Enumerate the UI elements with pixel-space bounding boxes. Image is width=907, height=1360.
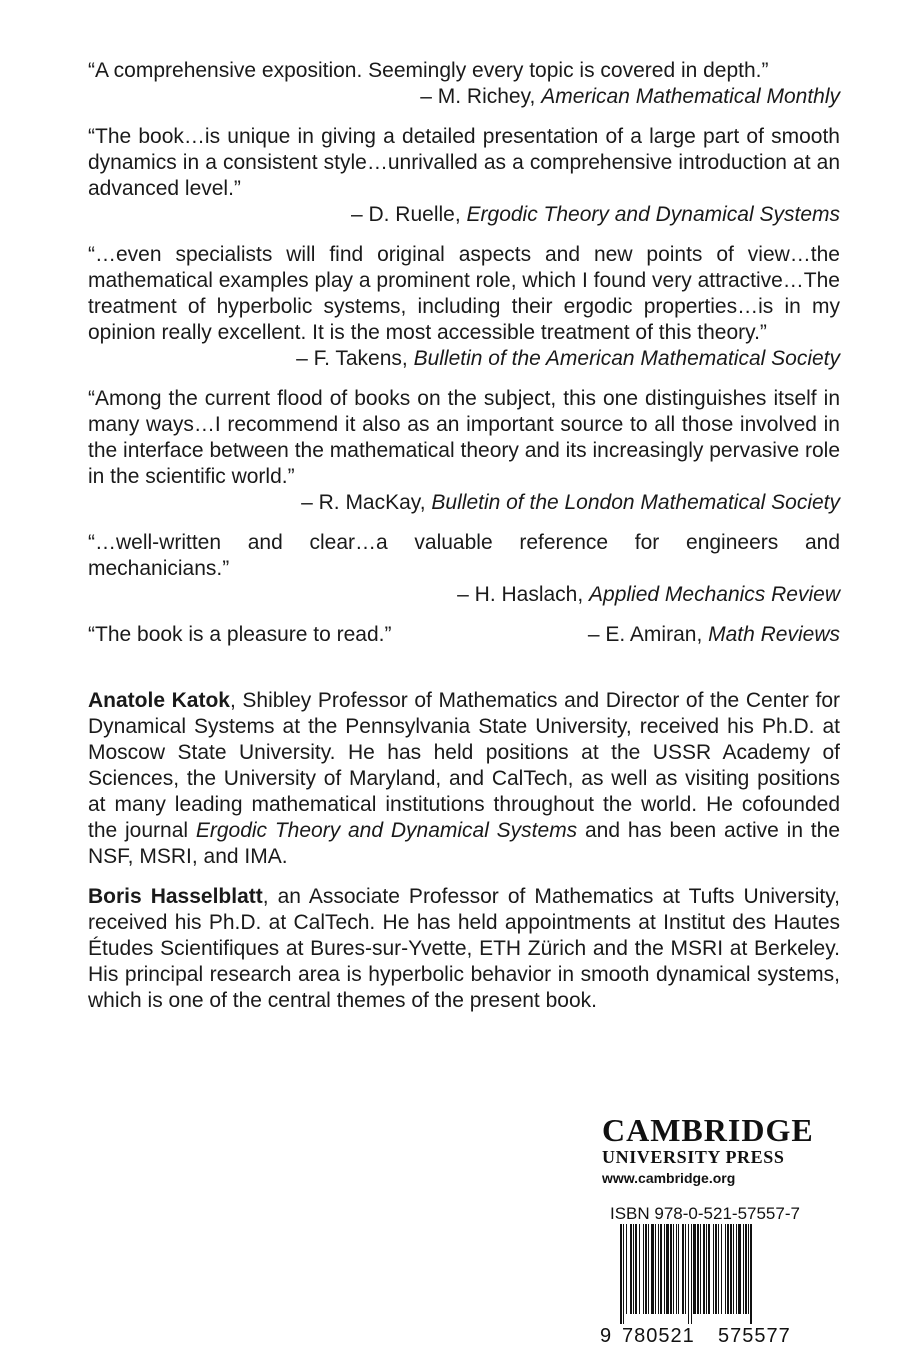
- barcode-bar: [678, 1224, 679, 1314]
- barcode-digits-left: 780521: [622, 1325, 695, 1347]
- barcode-bar: [676, 1224, 677, 1314]
- barcode-bar: [691, 1224, 692, 1324]
- review-takens: [88, 242, 840, 372]
- review-source: Applied Mechanics Review: [589, 583, 840, 606]
- author-bios-section: [88, 688, 840, 1028]
- barcode-bar: [703, 1224, 705, 1314]
- review-attribution: [588, 622, 840, 648]
- barcode-bar: [748, 1224, 749, 1314]
- barcode-bar: [626, 1224, 627, 1314]
- review-author: – H. Haslach,: [457, 583, 590, 606]
- barcode-bar: [635, 1224, 637, 1314]
- review-attribution: [88, 582, 840, 608]
- barcode-bar: [685, 1224, 686, 1314]
- review-author: – D. Ruelle,: [350, 203, 467, 226]
- barcode-bar: [715, 1224, 717, 1314]
- bio-text: , an Associate Professor of Mathematics at Tufts University, received his Ph.D. at CalTech. He has held appointments at Institut des Hautes Études Scientifiques at Bures-sur-Yvette, ETH Zürich and the MSRI at Berkeley. His principal research area is hyperbolic behavior in smooth dynamical systems, which is one of the central themes of the present book.: [88, 885, 840, 1012]
- review-attribution: [88, 84, 840, 110]
- review-quote: “Among the current flood of books on the subject, this one distinguishes itself in many ways…I recommend it also as an important source to all those involved in the interface between the mathematical theory and its increasingly pervasive role in the scientific world.”: [88, 387, 840, 488]
- barcode-bar: [738, 1224, 741, 1314]
- barcode-bar: [651, 1224, 654, 1314]
- barcode-digits-right: 575577: [718, 1325, 791, 1347]
- isbn-barcode: [598, 1200, 824, 1350]
- review-quote: “The book is a pleasure to read.”: [88, 623, 392, 646]
- barcode-bar: [648, 1224, 649, 1314]
- bio-journal-title: Ergodic Theory and Dynamical Systems: [195, 819, 578, 842]
- review-mackay: [88, 386, 840, 516]
- barcode-bar: [643, 1224, 644, 1314]
- review-source: American Mathematical Monthly: [541, 85, 840, 108]
- barcode-bar: [730, 1224, 732, 1314]
- barcode-bar: [745, 1224, 747, 1314]
- barcode-bar: [620, 1224, 622, 1324]
- review-source: Bulletin of the London Mathematical Society: [431, 491, 840, 514]
- barcode-bar: [693, 1224, 696, 1314]
- barcode-bar: [727, 1224, 729, 1314]
- barcode-bar: [725, 1224, 726, 1314]
- review-source: Ergodic Theory and Dynamical Systems: [466, 203, 840, 226]
- bio-hasselblatt: [88, 884, 840, 1014]
- publisher-subtitle: UNIVERSITY PRESS: [602, 1147, 785, 1167]
- review-richey: [88, 58, 840, 110]
- barcode-bar: [639, 1224, 640, 1314]
- barcode-bar: [688, 1224, 689, 1324]
- barcode-digit-first: 9: [600, 1325, 612, 1347]
- review-source: Bulletin of the American Mathematical Society: [413, 347, 840, 370]
- barcode-bar: [660, 1224, 662, 1314]
- barcode-graphic: [598, 1224, 824, 1350]
- barcode-bar: [633, 1224, 634, 1314]
- barcode-bar: [750, 1224, 752, 1324]
- isbn-label: ISBN 978-0-521-57557-7: [610, 1204, 800, 1223]
- bio-text: , Shibley Professor of Mathematics and Director of the Center for Dynamical Systems at the Pennsylvania State University, received his Ph.D. at Moscow State University. He has held positions at the USSR Academy of Sciences, the University of Maryland, and CalTech, as well as visiting positions at many leading mathematical institutions throughout the world. He cofounded the journal: [88, 689, 841, 842]
- barcode-bar: [697, 1224, 699, 1314]
- barcode-bar: [655, 1224, 656, 1314]
- review-ruelle: [88, 124, 840, 228]
- publisher-name: CAMBRIDGE: [602, 1112, 814, 1148]
- barcode-bar: [708, 1224, 710, 1314]
- review-attribution: [88, 346, 840, 372]
- review-attribution: [88, 490, 840, 516]
- barcode-bar: [682, 1224, 684, 1314]
- review-amiran: [88, 622, 840, 648]
- review-quote: “The book…is unique in giving a detailed presentation of a large part of smooth dynamics in a consistent style…unrivalled as a comprehensive introduction at an advanced level.”: [88, 125, 840, 200]
- barcode-bar: [706, 1224, 707, 1314]
- review-source: Math Reviews: [708, 623, 840, 646]
- reviews-section: [88, 58, 840, 662]
- barcode-bar: [670, 1224, 672, 1314]
- bio-katok: [88, 688, 840, 870]
- review-quote: “A comprehensive exposition. Seemingly every topic is covered in depth.”: [88, 59, 769, 82]
- barcode-bar: [721, 1224, 722, 1314]
- barcode-bar: [733, 1224, 734, 1314]
- barcode-bar: [645, 1224, 647, 1314]
- barcode-bar: [736, 1224, 737, 1314]
- review-quote: “…even specialists will find original aspects and new points of view…the mathematical examples play a prominent role, which I found very attractive…The treatment of hyperbolic systems, including their ergodic properties…is in my opinion really excellent. It is the most accessible treatment of this theory.”: [88, 243, 840, 344]
- barcode-bar: [623, 1224, 624, 1324]
- barcode-bar: [664, 1224, 665, 1314]
- bio-text-end: and has been active in the NSF, MSRI, and IMA.: [88, 819, 841, 868]
- review-author: – R. MacKay,: [301, 491, 432, 514]
- bio-name: Boris Hasselblatt: [88, 885, 263, 908]
- review-author: – E. Amiran,: [587, 623, 709, 646]
- review-attribution: [88, 202, 840, 228]
- publisher-logo: [602, 1114, 832, 1188]
- review-author: – F. Takens,: [296, 347, 414, 370]
- publisher-url: www.cambridge.org: [602, 1170, 736, 1186]
- barcode-bar: [666, 1224, 669, 1314]
- barcode-bar: [743, 1224, 744, 1314]
- barcode-bar: [713, 1224, 714, 1314]
- bio-name: Anatole Katok: [88, 689, 230, 712]
- barcode-bar: [700, 1224, 701, 1314]
- barcode-bar: [630, 1224, 632, 1314]
- barcode-bar: [658, 1224, 659, 1314]
- barcode-bar: [718, 1224, 719, 1314]
- barcode-bar: [673, 1224, 674, 1314]
- review-haslach: [88, 530, 840, 608]
- review-quote: “…well-written and clear…a valuable reference for engineers and mechanicians.”: [88, 531, 840, 580]
- review-author: – M. Richey,: [420, 85, 542, 108]
